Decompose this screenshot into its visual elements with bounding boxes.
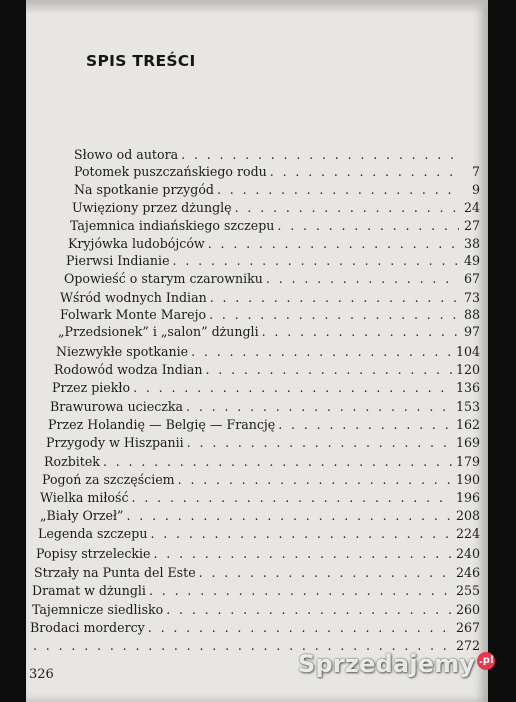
watermark-logo	[298, 650, 495, 678]
toc-leader-dots	[210, 290, 459, 306]
toc-entry	[46, 435, 480, 451]
toc-entry	[74, 147, 480, 163]
toc-entry	[50, 399, 480, 415]
toc-entry-title: Potomek puszczańskiego rodu	[74, 164, 267, 179]
toc-entry-page: 97	[463, 324, 480, 339]
toc-entry	[40, 490, 480, 506]
toc-leader-dots	[173, 253, 459, 269]
toc-entry-page: 246	[455, 565, 480, 580]
toc-entry-title: Słowo od autora	[74, 147, 179, 162]
toc-leader-dots	[199, 565, 453, 581]
toc-entry-page: 38	[463, 236, 480, 251]
toc-entry	[74, 182, 480, 198]
toc-entry	[38, 526, 480, 542]
toc-entry-page: 208	[455, 508, 480, 523]
toc-entry-title: Opowieść o starym czarowniku	[64, 271, 263, 286]
toc-leader-dots	[154, 546, 453, 562]
toc-entry-title: Pierwsi Indianie	[66, 253, 170, 268]
toc-leader-dots	[181, 147, 459, 163]
toc-entry-title: Brodaci mordercy	[30, 620, 145, 635]
toc-entry-title: Brawurowa ucieczka	[50, 399, 184, 414]
toc-leader-dots	[166, 602, 453, 618]
toc-entry-title: Przez piekło	[52, 380, 131, 395]
toc-leader-dots	[150, 526, 453, 542]
toc-leader-dots	[133, 380, 453, 396]
toc-entry-page: 153	[455, 399, 480, 414]
toc-entry-page: 190	[455, 472, 480, 487]
toc-leader-dots	[103, 454, 453, 470]
toc-leader-dots	[217, 182, 459, 198]
toc-entry-page: 7	[471, 164, 480, 179]
toc-entry-page: 88	[463, 307, 480, 322]
toc-entry	[56, 344, 480, 360]
toc-leader-dots	[178, 472, 453, 488]
toc-entry	[58, 324, 480, 340]
toc-entry	[48, 417, 480, 433]
toc-entry-title: Przygody w Hiszpanii	[46, 435, 184, 450]
toc-entry-page: 162	[455, 417, 480, 432]
toc-leader-dots	[262, 324, 459, 340]
toc-entry-title: Popisy strzeleckie	[36, 546, 151, 561]
toc-entry-title: Uwięziony przez dżunglę	[72, 200, 232, 215]
page-number: 326	[29, 667, 54, 682]
toc-leader-dots	[206, 362, 453, 378]
toc-entry-page: 104	[455, 344, 480, 359]
toc-entry-title: Strzały na Punta del Este	[34, 565, 196, 580]
toc-entry-title: Pogoń za szczęściem	[42, 472, 175, 487]
watermark-badge: .pl	[477, 652, 495, 670]
toc-entry-title: Niezwykłe spotkanie	[56, 344, 189, 359]
toc-entry-title: Wśród wodnych Indian	[60, 290, 207, 305]
toc-entry-page: 73	[463, 290, 480, 305]
toc-entry-page: 136	[455, 380, 480, 395]
toc-entry-title: Legenda szczepu	[38, 526, 148, 541]
toc-entry-page: 179	[455, 454, 480, 469]
toc-entry-page: 67	[463, 271, 480, 286]
toc-entry-title: „Przedsionek” i „salon” dżungli	[58, 324, 259, 339]
toc-leader-dots	[187, 435, 453, 451]
toc-entry-title: Folwark Monte Marejo	[60, 307, 207, 322]
toc-entry	[60, 307, 480, 323]
toc-leader-dots	[126, 508, 452, 524]
toc-entry-title: Tajemnicze siedlisko	[32, 602, 164, 617]
toc-entry-title: Przez Holandię — Belgię — Francję	[48, 417, 276, 432]
toc-entry-title: Tajemnica indiańskiego szczepu	[70, 218, 275, 233]
toc-entry-title: Rozbitek	[44, 454, 100, 469]
toc-entry-title: Wielka miłość	[40, 490, 129, 505]
toc-entry	[42, 472, 480, 488]
toc-entry	[74, 164, 480, 180]
toc-leader-dots	[209, 307, 459, 323]
toc-leader-dots	[132, 490, 453, 506]
toc-leader-dots	[149, 583, 453, 599]
toc-entry	[40, 508, 480, 524]
toc-entry	[44, 454, 480, 470]
toc-entry	[34, 565, 480, 581]
book-page	[26, 0, 488, 702]
watermark-text: Sprzedajemy	[298, 650, 476, 678]
toc-entry-title: Rodowód wodza Indian	[54, 362, 203, 377]
toc-entry-page: 272	[455, 638, 480, 653]
toc-entry-page: 27	[463, 218, 480, 233]
toc-entry-page: 169	[455, 435, 480, 450]
toc-entry	[52, 380, 480, 396]
page-heading: SPIS TREŚCI	[86, 52, 196, 70]
toc-entry-page: 260	[455, 602, 480, 617]
toc-entry-title: „Biały Orzeł”	[40, 508, 124, 523]
toc-leader-dots	[266, 271, 459, 287]
toc-leader-dots	[277, 218, 459, 234]
toc-entry	[54, 362, 480, 378]
toc-entry-title: Na spotkanie przygód	[74, 182, 214, 197]
table-of-contents	[26, 0, 488, 702]
toc-leader-dots	[148, 620, 453, 636]
toc-entry-page: 9	[471, 182, 480, 197]
toc-entry-page: 49	[463, 253, 480, 268]
toc-leader-dots	[278, 417, 453, 433]
toc-entry-title: Dramat w dżungli	[32, 583, 146, 598]
toc-leader-dots	[270, 164, 459, 180]
toc-entry-page: 255	[455, 583, 480, 598]
toc-entry-page: 224	[455, 526, 480, 541]
toc-entry	[68, 236, 480, 252]
toc-entry	[70, 218, 480, 234]
toc-entry	[36, 546, 480, 562]
toc-leader-dots	[191, 344, 453, 360]
toc-entry	[30, 620, 480, 636]
toc-entry	[72, 200, 480, 216]
toc-entry-page: 120	[455, 362, 480, 377]
toc-leader-dots	[186, 399, 453, 415]
toc-entry-page: 267	[455, 620, 480, 635]
toc-entry	[32, 583, 480, 599]
toc-leader-dots	[235, 200, 459, 216]
toc-leader-dots	[208, 236, 459, 252]
toc-entry	[64, 271, 480, 287]
toc-entry-title: Kryjówka ludobójców	[68, 236, 205, 251]
toc-entry-page: 240	[455, 546, 480, 561]
toc-entry	[60, 290, 480, 306]
toc-entry-page: 24	[463, 200, 480, 215]
toc-entry	[66, 253, 480, 269]
toc-entry	[32, 602, 480, 618]
toc-entry-page: 196	[455, 490, 480, 505]
